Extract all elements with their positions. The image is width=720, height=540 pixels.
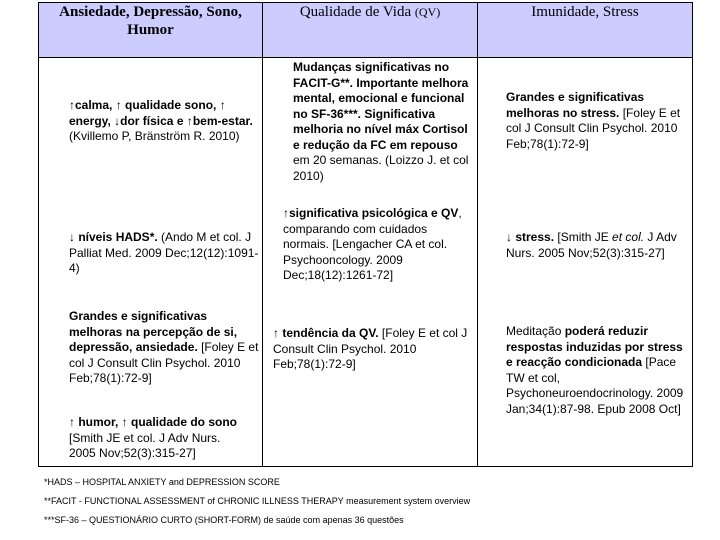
col1-entry-2 xyxy=(69,230,259,277)
header-col2-text: Qualidade de Vida xyxy=(299,4,412,20)
col1-entry-2-ref: (Ando M et col. J Palliat Med. 2009 Dec;12(12):1091-4) xyxy=(69,230,259,275)
col3-entry-1-ref: [Foley E et col J Consult Clin Psychol. 2010 Feb;78(1):72-9] xyxy=(506,105,681,151)
col1-entry-3-ref: [Foley E et col J Consult Clin Psychol. 2010 Feb;78(1):72-9] xyxy=(69,340,259,385)
footnote-hads: *HADS – HOSPITAL ANXIETY and DEPRESSION SCORE xyxy=(44,477,280,487)
header-col2-abbr: (QV) xyxy=(414,5,441,19)
col3-entry-3 xyxy=(506,324,686,417)
col1-entry-1 xyxy=(69,98,259,145)
col2-entry-2-finding: ↑significativa psicológica e QV xyxy=(283,206,459,220)
col3-entry-2-ref: [Smith JE xyxy=(554,230,613,244)
col2-entry-1-finding: Mudanças significativas no FACIT-G**. Importante melhora mental, emocional e funcional no SF-36***. Significativa melhoria no nível máx Cortisol e redução da FC em repouso xyxy=(293,60,469,152)
body-row xyxy=(39,58,693,467)
evidence-table xyxy=(38,2,693,467)
col2-entry-2-ref: , comparando com cuidados normais. [Lengacher CA et col. Psychooncology. 2009 Dec;18(12):1261-72] xyxy=(283,206,462,282)
col2-entry-3-finding: ↑ tendência da QV. xyxy=(273,326,379,340)
header-col1-text: Ansiedade, Depressão, Sono, Humor xyxy=(59,4,242,38)
header-quality-of-life xyxy=(263,3,478,58)
col1-entry-3 xyxy=(69,309,259,387)
col1-entry-1-finding: ↑calma, ↑ qualidade sono, ↑ energy, ↓dor física e ↑bem-estar. xyxy=(69,98,253,128)
col1-entry-4 xyxy=(69,415,249,462)
col3-entry-2 xyxy=(506,230,686,261)
header-anxiety-depression xyxy=(39,3,263,58)
col2-entry-3 xyxy=(273,326,473,373)
col1-entry-4-finding: ↑ humor, ↑ qualidade do sono xyxy=(69,415,238,429)
footnote-sf36: ***SF-36 – QUESTIONÁRIO CURTO (SHORT-FORM) de saúde com apenas 36 questões xyxy=(44,515,404,525)
col2-cell xyxy=(263,58,478,467)
col2-entry-1 xyxy=(293,60,471,184)
col3-entry-2-ref-italic: et col. xyxy=(612,230,645,244)
col3-entry-1 xyxy=(506,90,686,152)
col3-entry-3-finding: poderá reduzir respostas induzidas por stress e reacção condicionada xyxy=(506,324,683,369)
col3-entry-3-ref: [Pace TW et col, Psychoneuroendocrinology. 2009 Jan;34(1):87-98. Epub 2008 Oct] xyxy=(506,355,684,416)
col1-cell xyxy=(39,58,263,467)
col3-entry-3-lead: Meditação xyxy=(506,324,565,338)
col1-entry-2-finding: ↓ níveis HADS*. xyxy=(69,230,158,244)
col3-entry-1-finding: Grandes e significativas melhoras no stress. xyxy=(506,90,645,120)
footnote-facit: **FACIT - FUNCTIONAL ASSESSMENT of CHRONIC ILLNESS THERAPY measurement system overview xyxy=(44,496,471,506)
col1-entry-4-ref: [Smith JE et col. J Adv Nurs. 2005 Nov;52(3):315-27] xyxy=(69,430,221,460)
header-col3-text: Imunidade, Stress xyxy=(531,4,639,20)
col3-entry-2-finding: ↓ stress. xyxy=(506,230,555,244)
col3-entry-2-ref-tail: J Adv Nurs. 2005 Nov;52(3):315-27] xyxy=(506,230,677,260)
col2-entry-2 xyxy=(283,206,471,284)
col1-entry-1-ref: (Kvillemo P, Bränström R. 2010) xyxy=(69,129,240,143)
col1-entry-3-finding: Grandes e significativas melhoras na percepção de si, depressão, ansiedade. xyxy=(69,309,238,354)
col3-cell xyxy=(478,58,693,467)
header-immunity-stress xyxy=(478,3,693,58)
col2-entry-3-ref: [Foley E et col J Consult Clin Psychol. 2010 Feb;78(1):72-9] xyxy=(273,326,468,371)
col2-entry-1-ref: em 20 semanas. (Loizzo J. et col 2010) xyxy=(293,153,469,183)
header-row xyxy=(39,3,693,58)
